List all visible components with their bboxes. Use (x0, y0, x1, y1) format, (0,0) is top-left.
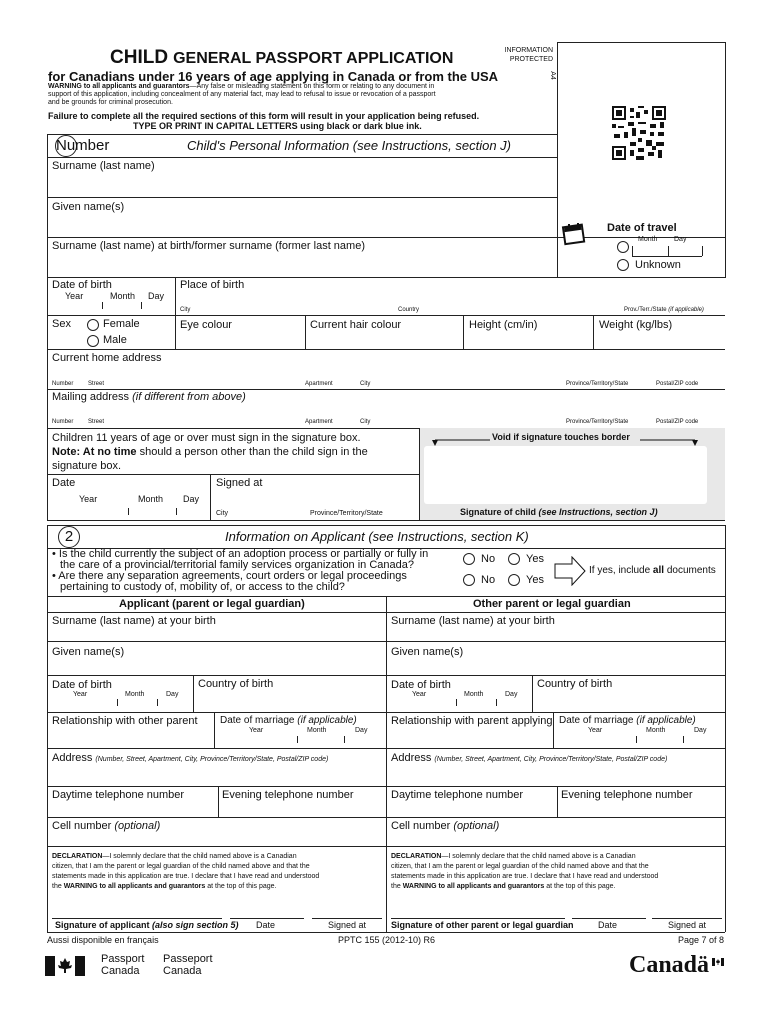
travel-unknown-radio[interactable] (617, 259, 629, 271)
applicant-given-field[interactable] (48, 660, 384, 674)
signature-line (391, 918, 565, 919)
other-dob-label: Date of birth (391, 679, 451, 691)
child-signed-city-label: City (216, 510, 229, 517)
applicant-evening-field[interactable] (220, 802, 384, 816)
applicant-relationship-field[interactable] (48, 729, 212, 745)
other-evening-label: Evening telephone number (561, 789, 693, 801)
child-dob-field[interactable] (48, 300, 174, 314)
sex-label: Sex (52, 318, 71, 330)
calendar-icon-graphic (561, 222, 587, 246)
wordmark-flag-icon (712, 953, 724, 961)
section1-title-underline (47, 157, 557, 158)
column-divider (386, 596, 387, 932)
child-surname-field[interactable] (48, 174, 556, 196)
q2-no-label: No (481, 574, 496, 586)
void-arrow-right (640, 434, 700, 444)
divider (47, 389, 725, 390)
child-given-names-field[interactable] (48, 214, 556, 236)
divider (47, 675, 725, 676)
child-signature-instructions: Children 11 years of age or over must sign in the signature box. Note: At no time should a person other than the child sign in the signature box. (52, 432, 368, 472)
other-daytime-field[interactable] (388, 802, 555, 816)
other-given-field[interactable] (388, 660, 724, 674)
child-given-names-label: Given name(s) (52, 201, 125, 213)
applicant-dob-label: Date of birth (52, 679, 112, 691)
home-address-field[interactable] (48, 364, 724, 378)
divider (557, 786, 558, 817)
void-warning: Void if signature touches border (492, 432, 630, 442)
divider (47, 612, 725, 613)
other-daytime-label: Daytime telephone number (391, 789, 524, 801)
child-sign-day-label: Day (183, 494, 200, 504)
divider (47, 315, 725, 316)
applicant-surname-label: Surname (last name) at your birth (52, 615, 216, 627)
pob-prov-label: Prov./Terr./State (if applicable) (624, 307, 704, 313)
other-given-label: Given name(s) (391, 646, 464, 658)
hair-colour-label: Current hair colour (310, 319, 402, 331)
applicant-given-label: Given name(s) (52, 646, 125, 658)
canada-flag-icon (45, 956, 85, 976)
divider (47, 748, 725, 749)
applicant-marriage-year: Year (249, 727, 264, 734)
travel-date-divider (668, 246, 669, 256)
arrow-right-icon (554, 556, 586, 586)
form-title: CHILD GENERAL PASSPORT APPLICATION (110, 47, 454, 68)
divider (47, 712, 725, 713)
other-sig-signed-at-label: Signed at (668, 920, 707, 930)
child-surname-at-birth-field[interactable] (48, 254, 556, 276)
child-sign-date-field[interactable] (48, 505, 208, 519)
divider (47, 237, 725, 238)
divider (47, 349, 725, 350)
other-country-field[interactable] (534, 692, 724, 710)
divider (47, 641, 725, 642)
signature-line (230, 918, 304, 919)
child-signature-box[interactable] (424, 446, 707, 504)
applicant-daytime-field[interactable] (48, 802, 216, 816)
applicant-dob-day: Day (166, 691, 179, 698)
pob-city-label: City (180, 307, 191, 313)
sex-female-radio[interactable] (87, 319, 99, 331)
hair-colour-field[interactable] (306, 333, 462, 347)
travel-unknown-label: Unknown (635, 259, 681, 271)
applicant-marriage-label: Date of marriage (if applicable) (220, 715, 357, 726)
section1-title: Child's Personal Information (see Instructions, section J) (187, 138, 512, 153)
sex-male-label: Male (103, 334, 127, 346)
page-number: Page 7 of 8 (678, 935, 725, 945)
applicant-address-label: Address (Number, Street, Apartment, City, Province/Territory/State, Postal/ZIP code) (52, 752, 329, 764)
divider (210, 474, 211, 520)
child-place-of-birth-label: Place of birth (180, 279, 245, 291)
child-sign-month-label: Month (138, 494, 164, 504)
divider (532, 675, 533, 712)
section1-number: Number (55, 135, 77, 157)
form-right-border (725, 525, 726, 932)
child-surname-label: Surname (last name) (52, 160, 155, 172)
applicant-country-field[interactable] (195, 692, 384, 710)
mailing-address-label: Mailing address (if different from above) (52, 391, 246, 403)
qr-panel-right-border (725, 42, 726, 278)
passport-canada-en: Passport Canada (101, 953, 145, 977)
applicant-sig-date-label: Date (256, 920, 276, 930)
applicant-signature-label: Signature of applicant (also sign section 5) (55, 920, 239, 930)
section2-top-border (47, 525, 725, 526)
other-country-label: Country of birth (537, 678, 613, 690)
other-marriage-day: Day (694, 727, 707, 734)
mailing-address-field[interactable] (48, 404, 724, 418)
custody-questions: • Is the child currently the subject of an adoption process or partially or fully in the care of a provincial/territorial family services organization in Canada? • Are there any separation agreements, court orders or legal proceedings pertaining to custody of, mobility of, or access to the child? (52, 548, 429, 593)
applicant-dob-year: Year (73, 691, 88, 698)
section2-bottom-border (47, 932, 725, 933)
other-surname-label: Surname (last name) at your birth (391, 615, 555, 627)
child-signature-label: Signature of child (see Instructions, section J) (460, 507, 658, 517)
divider (47, 474, 419, 475)
other-marriage-month: Month (646, 727, 666, 734)
child-place-of-birth-field[interactable] (176, 292, 724, 306)
divider (47, 846, 725, 847)
other-cell-field[interactable] (388, 833, 724, 845)
child-dob-month-label: Month (110, 291, 136, 301)
sex-male-radio[interactable] (87, 335, 99, 347)
applicant-marriage-month: Month (307, 727, 327, 734)
child-signed-province-label: Province/Territory/State (310, 510, 383, 517)
side-mark: A4 (548, 71, 556, 80)
form-code: PPTC 155 (2012-10) R6 (338, 935, 436, 945)
applicant-declaration: DECLARATION—I solemnly declare that the child named above is a Canadian citizen, that I am the parent or legal guardian of the child named above and that the statements made in this application are true. I declare that I have read and understood the WARNING to all applicants and guarantors at the top of this page. (52, 853, 320, 890)
q1-no-radio[interactable] (463, 553, 475, 565)
q2-no-radio[interactable] (463, 574, 475, 586)
q1-yes-radio[interactable] (508, 553, 520, 565)
applicant-marriage-field[interactable] (216, 734, 384, 746)
section1-top-border (47, 134, 557, 135)
applicant-surname-field[interactable] (48, 628, 384, 642)
mail-city-label: City (360, 419, 371, 425)
mail-province-label: Province/Territory/State (566, 419, 629, 425)
divider (47, 520, 725, 521)
other-signature-label: Signature of other parent or legal guardian (391, 920, 574, 930)
other-address-field[interactable] (388, 766, 724, 784)
q2-yes-radio[interactable] (508, 574, 520, 586)
q2-yes-label: Yes (526, 574, 544, 586)
child-signed-at-field[interactable] (212, 492, 418, 508)
child-dob-year-label: Year (65, 291, 84, 301)
travel-day-label: Day (674, 236, 687, 243)
applicant-signature-field[interactable] (48, 896, 384, 918)
eye-colour-label: Eye colour (180, 319, 232, 331)
other-dob-month: Month (464, 691, 484, 698)
other-evening-field[interactable] (559, 802, 724, 816)
form-subtitle: for Canadians under 16 years of age applying in Canada or from the USA (48, 69, 499, 84)
info-protected-label: INFORMATION PROTECTED (504, 47, 553, 63)
canada-wordmark: Canadä (629, 952, 710, 978)
wordmark-flag-graphic (712, 958, 724, 966)
home-postal-label: Postal/ZIP code (656, 381, 699, 387)
other-parent-header: Other parent or legal guardian (473, 598, 631, 610)
signature-line (652, 918, 722, 919)
other-relationship-field[interactable] (388, 729, 551, 745)
divider (47, 277, 725, 278)
child-sign-date-label: Date (52, 477, 76, 489)
mail-street-label: Street (88, 419, 105, 425)
qr-panel-top-border (557, 42, 726, 43)
other-declaration: DECLARATION—I solemnly declare that the child named above is a Canadian citizen, that I am the parent or legal guardian of the child named above and that the statements made in this application are true. I declare that I have read and understood the WARNING to all applicants and guarantors at the top of this page. (391, 853, 659, 890)
travel-date-divider (702, 246, 703, 256)
applicant-evening-label: Evening telephone number (222, 789, 354, 801)
type-instruction: TYPE OR PRINT IN CAPITAL LETTERS using black or dark blue ink. (133, 121, 422, 131)
section2-number: 2 (58, 526, 80, 548)
weight-field[interactable] (594, 333, 724, 347)
qr-code (612, 106, 666, 160)
other-relationship-label: Relationship with parent applying (391, 715, 553, 727)
void-arrow-left (430, 434, 490, 444)
applicant-address-field[interactable] (48, 766, 384, 784)
applicant-relationship-label: Relationship with other parent (52, 715, 198, 727)
child-surname-at-birth-label: Surname (last name) at birth/former surname (former last name) (52, 240, 365, 252)
sex-female-label: Female (103, 318, 140, 330)
travel-month-label: Month (638, 236, 658, 243)
section2-title: Information on Applicant (see Instructions, section K) (225, 529, 529, 544)
divider (47, 817, 725, 818)
failure-warning: Failure to complete all the required sections of this form will result in your application being refused. (48, 111, 480, 121)
q1-no-label: No (481, 553, 496, 565)
arrow-right-icon-graphic (554, 556, 586, 586)
home-number-label: Number (52, 381, 74, 387)
applicant-country-label: Country of birth (198, 678, 274, 690)
other-sig-date-label: Date (598, 920, 618, 930)
date-of-travel-label: Date of travel (607, 222, 677, 234)
child-sign-year-label: Year (79, 494, 98, 504)
home-street-label: Street (88, 381, 105, 387)
applicant-marriage-day: Day (355, 727, 368, 734)
mail-apartment-label: Apartment (305, 419, 333, 425)
q1-yes-label: Yes (526, 553, 544, 565)
weight-label: Weight (kg/lbs) (599, 319, 673, 331)
applicant-dob-month: Month (125, 691, 145, 698)
other-surname-field[interactable] (388, 628, 724, 642)
french-availability: Aussi disponible en français (47, 935, 159, 945)
other-dob-day: Day (505, 691, 518, 698)
home-city-label: City (360, 381, 371, 387)
other-marriage-label: Date of marriage (if applicable) (559, 715, 696, 726)
applicant-header: Applicant (parent or legal guardian) (119, 598, 305, 610)
pob-country-label: Country (398, 307, 420, 313)
other-cell-label: Cell number (optional) (391, 820, 500, 832)
divider (218, 786, 219, 817)
applicant-dob-field[interactable] (48, 698, 192, 710)
travel-date-field[interactable] (632, 244, 702, 257)
applicant-sig-signed-at-label: Signed at (328, 920, 367, 930)
qr-panel-left-border (557, 42, 558, 278)
warning-text: WARNING to all applicants and guarantors—Any false or misleading statement on this form or relating to any document in support of this application, including concealment of any material fact, may lead to refusal to issue or revocation of a passport and be grounds for criminal prosecution. (48, 83, 436, 106)
home-province-label: Province/Territory/State (566, 381, 629, 387)
child-signed-at-label: Signed at (216, 477, 263, 489)
signature-line (572, 918, 646, 919)
divider (214, 712, 215, 748)
other-address-label: Address (Number, Street, Apartment, City, Province/Territory/State, Postal/ZIP code) (391, 752, 668, 764)
height-label: Height (cm/in) (469, 319, 538, 331)
if-yes-instruction: If yes, include all documents (589, 565, 716, 576)
divider (193, 675, 194, 712)
other-signature-field[interactable] (388, 896, 724, 918)
travel-date-divider (632, 246, 633, 256)
qr-code-graphic (612, 106, 666, 160)
signature-line (52, 918, 222, 919)
other-dob-year: Year (412, 691, 427, 698)
mail-postal-label: Postal/ZIP code (656, 419, 699, 425)
passeport-canada-fr: Passeport Canada (163, 953, 213, 977)
height-field[interactable] (464, 333, 592, 347)
child-dob-label: Date of birth (52, 279, 112, 291)
canada-flag-graphic (45, 956, 85, 976)
eye-colour-field[interactable] (176, 333, 304, 347)
other-marriage-field[interactable] (555, 734, 724, 746)
other-dob-field[interactable] (388, 698, 530, 710)
calendar-icon (561, 222, 587, 246)
signature-line (312, 918, 382, 919)
divider (553, 712, 554, 748)
child-dob-day-label: Day (148, 291, 165, 301)
divider (47, 197, 557, 198)
home-address-label: Current home address (52, 352, 162, 364)
divider (47, 786, 725, 787)
applicant-cell-label: Cell number (optional) (52, 820, 161, 832)
applicant-cell-field[interactable] (48, 833, 384, 845)
travel-date-radio[interactable] (617, 241, 629, 253)
mail-number-label: Number (52, 419, 74, 425)
other-marriage-year: Year (588, 727, 603, 734)
home-apartment-label: Apartment (305, 381, 333, 387)
divider (419, 428, 420, 520)
applicant-daytime-label: Daytime telephone number (52, 789, 185, 801)
